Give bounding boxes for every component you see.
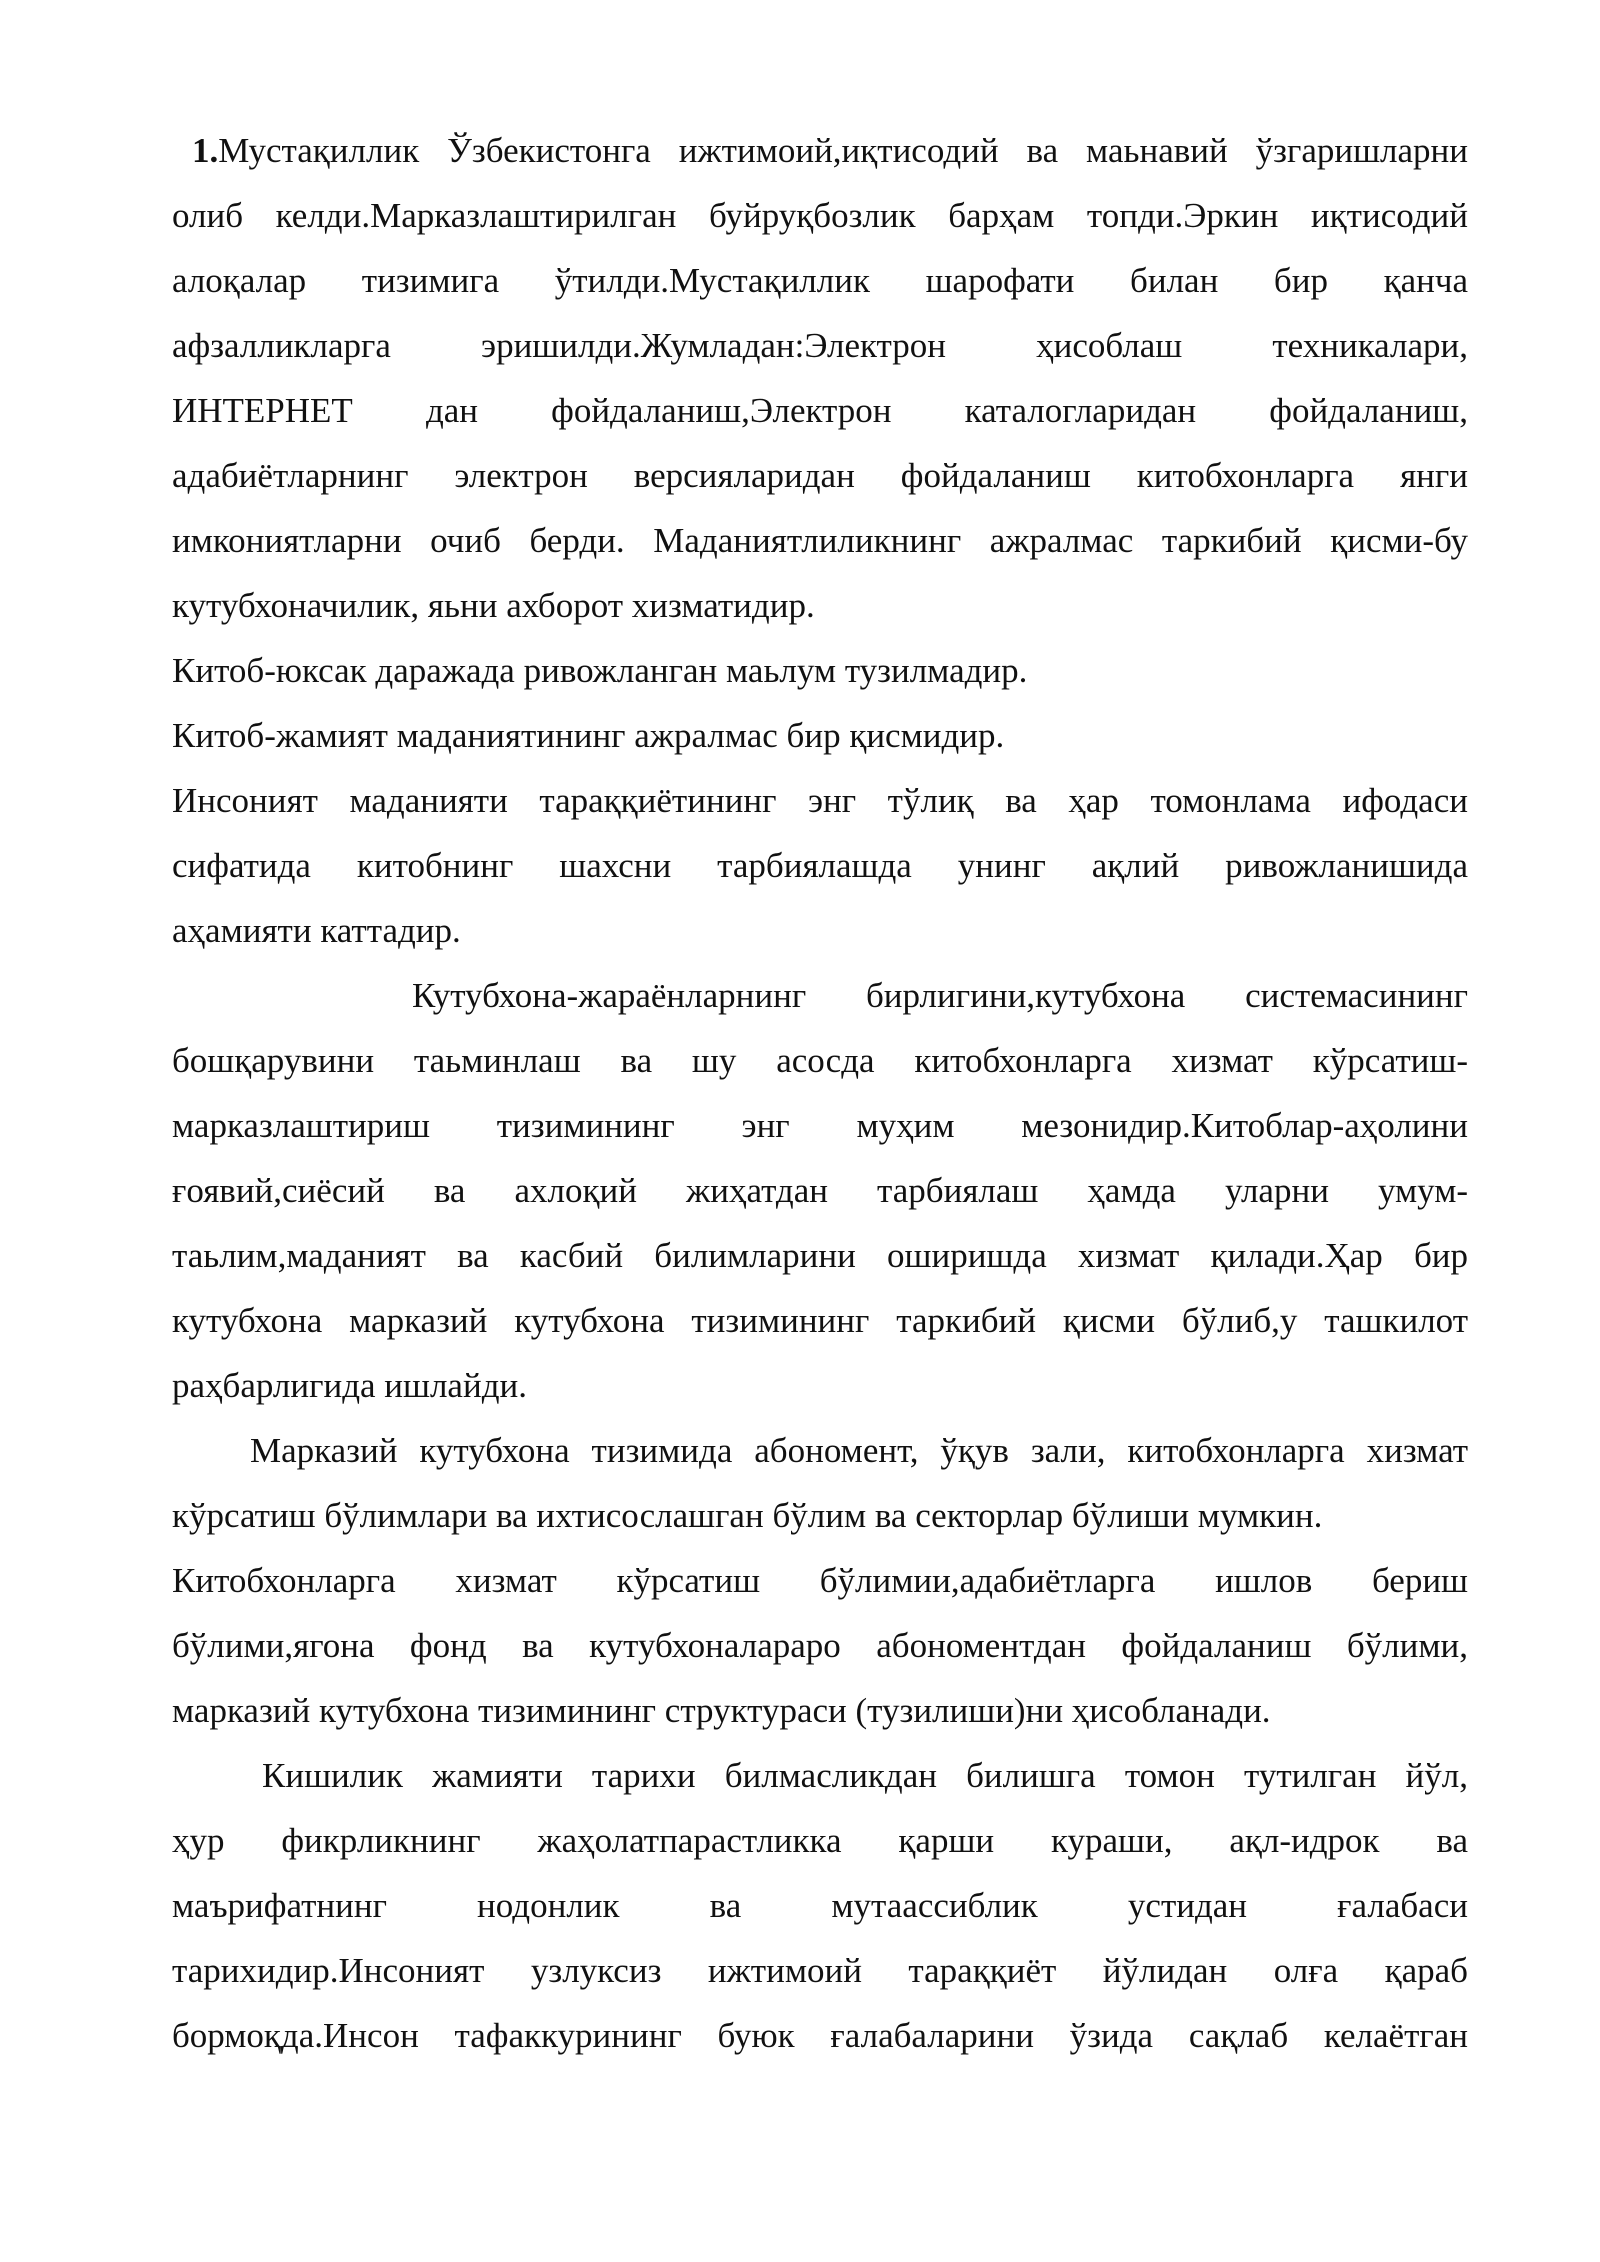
text-line: Китоб-юксак даражада ривожланган маьлум тузилмадир. [172,651,1028,690]
text-line: олиб келди.Марказлаштирилган буйруқбозлик барҳам топди.Эркин иқтисодий [172,196,1468,235]
text-line: маърифатнинг нодонлик ва мутаассиблик устидан ғалабаси [172,1886,1468,1925]
paragraph-number: 1. [192,131,219,170]
text-line: тарихидир.Инсоният узлуксиз ижтимоий тараққиёт йўлидан олға қараб [172,1951,1468,1990]
text-line: афзалликларга эришилди.Жумладан:Электрон ҳисоблаш техникалари, [172,326,1468,365]
text-line: ИНТЕРНЕТ дан фойдаланиш,Электрон каталогларидан фойдаланиш, [172,391,1468,430]
text-line: алоқалар тизимига ўтилди.Мустақиллик шарофати билан бир қанча [172,261,1468,300]
text-line: Инсоният маданияти тараққиётининг энг тўлиқ ва ҳар томонлама ифодаси [172,781,1468,820]
text-line: кутубхона марказий кутубхона тизимининг таркибий қисми бўлиб,у ташкилот [172,1301,1468,1340]
text-line: адабиётларнинг электрон версияларидан фойдаланиш китобхонларга янги [172,456,1468,495]
text-line: Марказий кутубхона тизимида абономент, ўқув зали, китобхонларга хизмат [250,1431,1468,1470]
text-line: раҳбарлигида ишлайди. [172,1366,527,1405]
text-line: Кишилик жамияти тарихи билмасликдан билишга томон тутилган йўл, [262,1756,1468,1795]
text-line: бормоқда.Инсон тафаккурининг буюк ғалабаларини ўзида сақлаб келаётган [172,2016,1468,2055]
text-line: бошқарувини таьминлаш ва шу асосда китобхонларга хизмат кўрсатиш- [172,1041,1468,1080]
text-line: сифатида китобнинг шахсни тарбиялашда унинг ақлий ривожланишида [172,846,1468,885]
text-line: Кутубхона-жараёнларнинг бирлигини,кутубхона системасининг [412,976,1468,1015]
text-line: таьлим,маданият ва касбий билимларини оширишда хизмат қилади.Ҳар бир [172,1236,1468,1275]
document-body [172,118,1468,2068]
text-line: бўлими,ягона фонд ва кутубхоналараро абономентдан фойдаланиш бўлими, [172,1626,1468,1665]
text-line: Китоб-жамият маданиятининг ажралмас бир қисмидир. [172,716,1005,755]
text-line: кутубхоначилик, яьни ахборот хизматидир. [172,586,815,625]
text-line: марказлаштириш тизимининг энг муҳим мезонидир.Китоблар-аҳолини [172,1106,1468,1145]
text-line: марказий кутубхона тизимининг структураси (тузилиши)ни ҳисобланади. [172,1691,1271,1730]
text-line: ҳур фикрликнинг жаҳолатпарастликка қарши кураши, ақл-идрок ва [172,1821,1468,1860]
text-line: аҳамияти каттадир. [172,911,461,950]
text-line: 1.Мустақиллик Ўзбекистонга ижтимоий,иқтисодий ва маьнавий ўзгаришларни [192,131,1468,170]
text-line: ғоявий,сиёсий ва ахлоқий жиҳатдан тарбиялаш ҳамда уларни умум- [172,1171,1468,1210]
text-line: кўрсатиш бўлимлари ва ихтисослашган бўлим ва секторлар бўлиши мумкин. [172,1496,1323,1535]
text-line: имкониятларни очиб берди. Маданиятлиликнинг ажралмас таркибий қисми-бу [172,521,1468,560]
text-line: Китобхонларга хизмат кўрсатиш бўлимии,адабиётларга ишлов бериш [172,1561,1468,1600]
